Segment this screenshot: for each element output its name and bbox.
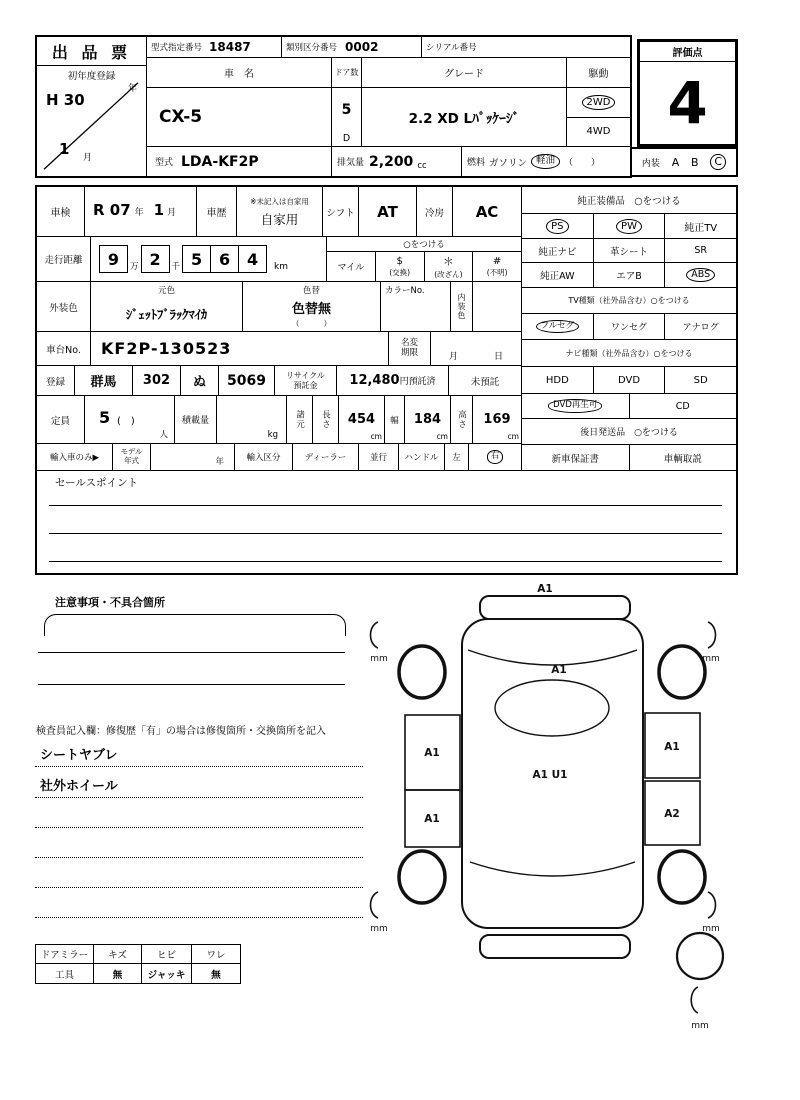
length-value: 454 bbox=[347, 412, 376, 427]
drive-4wd-cell bbox=[567, 118, 630, 147]
code-strip bbox=[147, 37, 630, 58]
equip-abs: ABS bbox=[686, 268, 715, 282]
rename-day-label: 日 bbox=[493, 352, 503, 362]
chassis-row bbox=[37, 332, 521, 366]
equip-sr: SR bbox=[694, 245, 707, 256]
header-block bbox=[35, 35, 632, 178]
handle-left: 左 bbox=[445, 444, 469, 470]
note-line-4 bbox=[35, 857, 363, 858]
model-year-label-2: 年式 bbox=[124, 456, 139, 465]
crack-header: ヒビ bbox=[142, 945, 192, 963]
registration-kana: ぬ bbox=[181, 366, 219, 395]
mileage-label: 走行距離 bbox=[37, 237, 91, 281]
equip-tv: 純正TV bbox=[684, 222, 718, 234]
equip-ps-cell bbox=[522, 214, 594, 238]
front-left-wheel bbox=[399, 646, 445, 698]
height-label-cell bbox=[451, 396, 473, 443]
mirror-header: ドアミラー bbox=[36, 945, 94, 963]
note-line-5 bbox=[35, 887, 363, 888]
import-only-label: 輸入車のみ▶ bbox=[37, 444, 113, 470]
model-label: 型式 bbox=[155, 158, 174, 168]
mileage-mark-options bbox=[327, 252, 521, 281]
displacement-value: 2,200 bbox=[369, 153, 414, 170]
recycle-unpaid: 未預託 bbox=[470, 376, 500, 388]
registration-area: 群馬 bbox=[75, 366, 133, 395]
spare-tire-circle bbox=[677, 933, 723, 979]
mileage-sen-suffix: 千 bbox=[171, 262, 181, 272]
drive-2wd-value: 2WD bbox=[582, 95, 616, 110]
drive-header: 駆動 bbox=[588, 69, 609, 80]
equip-leather: 革シート bbox=[594, 239, 666, 262]
model-row bbox=[147, 147, 630, 176]
equip-pw: PW bbox=[616, 219, 642, 234]
mileage-digit-sen: 2 bbox=[141, 245, 170, 273]
drive-cell bbox=[567, 88, 630, 146]
equipment-column bbox=[522, 187, 736, 470]
sales-line-2 bbox=[49, 533, 722, 534]
bracket-top-right bbox=[708, 622, 716, 648]
interior-grade-box bbox=[630, 147, 738, 177]
mm-label-spare: mm bbox=[691, 1021, 709, 1031]
mileage-hash-sub: (不明) bbox=[486, 267, 508, 277]
mileage-dollar-sub: (交換) bbox=[389, 267, 411, 277]
model-code-label: 型式指定番号 bbox=[151, 43, 203, 53]
load-label: 積載量 bbox=[175, 396, 217, 443]
tool-value-3: 無 bbox=[211, 969, 221, 981]
mileage-digits bbox=[91, 237, 327, 281]
score-box bbox=[637, 39, 738, 147]
original-color-cell bbox=[91, 282, 243, 331]
navi-dvd-play-cell bbox=[522, 394, 630, 418]
diagram-center-label: A1 U1 bbox=[532, 769, 568, 781]
handle-label: ハンドル bbox=[399, 444, 445, 470]
model-year-label bbox=[113, 444, 151, 470]
mileage-hash-symbol: # bbox=[492, 255, 502, 267]
sales-line-1 bbox=[49, 505, 722, 506]
model-year-label-1: モデル bbox=[120, 447, 143, 457]
displacement-unit: cc bbox=[417, 161, 427, 171]
color-change-value: 色替無 bbox=[291, 301, 331, 317]
rear-right-wheel bbox=[659, 851, 705, 903]
mm-label-top-right: mm bbox=[702, 654, 720, 664]
cooling-cell bbox=[453, 187, 521, 236]
height-value: 169 bbox=[483, 412, 511, 427]
navi-hdd: HDD bbox=[522, 367, 594, 393]
mm-label-top-left: mm bbox=[370, 654, 388, 664]
history-label: 車歴 bbox=[197, 187, 237, 236]
spec-label: 諸元 bbox=[294, 410, 305, 429]
mm-label-bottom-left: mm bbox=[370, 924, 388, 934]
navi-cd: CD bbox=[675, 400, 690, 412]
equip-aw: 純正AW bbox=[522, 263, 594, 287]
header-left-column bbox=[37, 37, 147, 176]
note-line-1 bbox=[35, 766, 363, 767]
mileage-hash-option bbox=[473, 252, 521, 281]
mileage-digit-3: 4 bbox=[238, 245, 267, 273]
sheet-title-text: 出 品 票 bbox=[51, 42, 132, 62]
first-reg-month-suffix: 月 bbox=[83, 153, 93, 163]
capacity-row bbox=[37, 396, 521, 444]
equipment-header: 純正装備品 ○をつける bbox=[522, 187, 736, 214]
car-name-header: 車 名 bbox=[147, 58, 332, 87]
bracket-top-left bbox=[371, 622, 379, 648]
model-cell bbox=[147, 147, 332, 176]
recycle-label bbox=[275, 366, 337, 395]
interior-grade-b: B bbox=[691, 155, 699, 169]
equipment-row-2 bbox=[522, 239, 736, 263]
height-cell bbox=[473, 396, 521, 443]
diagram-front-label: A1 bbox=[537, 583, 553, 595]
diagram-left-door-2-label: A1 bbox=[424, 813, 440, 825]
first-registration-cell bbox=[37, 66, 146, 176]
displacement-label: 排気量 bbox=[337, 158, 365, 168]
recycle-paid-suffix: 円預託済 bbox=[399, 377, 436, 387]
tv-fullseg-cell bbox=[522, 314, 594, 339]
fuel-paren: （ ） bbox=[564, 158, 601, 168]
navi-dvd-play: DVD再生可 bbox=[548, 399, 602, 412]
import-type-label: 輸入区分 bbox=[235, 444, 293, 470]
tv-analog: アナログ bbox=[682, 323, 719, 333]
rename-date-cell bbox=[431, 332, 521, 365]
mileage-digit-man: 9 bbox=[99, 245, 128, 273]
shaken-era: R 07 bbox=[93, 201, 131, 219]
sales-point-section bbox=[37, 471, 736, 573]
exterior-color-label: 外装色 bbox=[37, 282, 91, 331]
model-year-suffix: 年 bbox=[215, 457, 224, 467]
equip-pw-cell bbox=[594, 214, 666, 238]
header-right-column bbox=[147, 37, 630, 176]
warranty-book: 新車保証書 bbox=[522, 445, 630, 470]
sheet-title bbox=[37, 37, 146, 66]
chassis-label: 車台No. bbox=[37, 332, 91, 365]
class-code-cell bbox=[282, 37, 422, 57]
navi-dvd: DVD bbox=[594, 367, 666, 393]
shaken-month-suffix: 月 bbox=[167, 208, 177, 218]
doors-value: 5 bbox=[341, 101, 352, 118]
history-cell bbox=[237, 187, 323, 236]
width-cell bbox=[405, 396, 451, 443]
inspector-note-label: 検査員記入欄：修復歴「有」の場合は修復箇所・交換箇所を記入 bbox=[36, 726, 326, 737]
shaken-year-suffix: 年 bbox=[134, 208, 144, 218]
cooling-value: AC bbox=[475, 202, 499, 221]
mileage-row bbox=[37, 237, 521, 282]
registration-row bbox=[37, 366, 521, 396]
capacity-cell bbox=[85, 396, 175, 443]
width-value: 184 bbox=[413, 412, 442, 427]
shaken-label: 車検 bbox=[37, 187, 85, 236]
rename-deadline-label bbox=[389, 332, 431, 365]
mileage-dollar-option bbox=[376, 252, 425, 281]
ship-later-header: 後日発送品 ○をつける bbox=[522, 419, 736, 445]
original-color-label: 元色 bbox=[157, 286, 175, 296]
navi-type-row-2 bbox=[522, 394, 736, 419]
break-header: ワレ bbox=[206, 950, 226, 961]
diagram-left-door-1-label: A1 bbox=[424, 747, 440, 759]
tv-type-header: TV種類（社外品含む）○をつける bbox=[522, 288, 736, 314]
front-right-wheel bbox=[659, 646, 705, 698]
score-value: 4 bbox=[667, 69, 708, 137]
rename-month-label: 月 bbox=[448, 352, 458, 362]
color-change-label: 色替 bbox=[302, 286, 320, 296]
detail-left bbox=[37, 187, 522, 470]
bracket-bottom-right bbox=[708, 892, 716, 918]
chassis-value: KF2P-130523 bbox=[101, 339, 232, 358]
mileage-digit-2: 6 bbox=[210, 245, 239, 273]
mileage-star-symbol: ＊ bbox=[442, 255, 454, 268]
bracket-bottom-left bbox=[371, 892, 379, 918]
fuel-cell bbox=[462, 147, 630, 176]
width-label: 幅 bbox=[385, 396, 405, 443]
shift-value: AT bbox=[377, 202, 398, 221]
mileage-man-suffix: 万 bbox=[130, 262, 139, 272]
equip-abs-cell bbox=[665, 263, 736, 287]
capacity-value: 5 bbox=[99, 408, 111, 427]
interior-grade-c: C bbox=[710, 154, 726, 170]
chassis-value-cell bbox=[91, 332, 389, 365]
shaken-row bbox=[37, 187, 521, 237]
caution-label: 注意事項・不具合箇所 bbox=[55, 596, 165, 609]
interior-color-value-cell bbox=[473, 282, 521, 331]
model-code-cell bbox=[147, 37, 282, 57]
shift-label: シフト bbox=[323, 187, 359, 236]
import-dealer: ディーラー bbox=[293, 444, 359, 470]
grade-cell bbox=[362, 88, 567, 146]
recycle-label-1: リサイクル bbox=[286, 371, 325, 381]
color-row bbox=[37, 282, 521, 332]
fuel-gasoline: ガソリン bbox=[489, 157, 528, 169]
registration-label: 登録 bbox=[37, 366, 75, 395]
equip-airbag: エアB bbox=[594, 263, 666, 287]
tool-value-1: 無 bbox=[94, 964, 142, 983]
drive-2wd-cell bbox=[567, 88, 630, 118]
serial-label: シリアル番号 bbox=[426, 43, 477, 53]
note-line-3 bbox=[35, 827, 363, 828]
cooling-label: 冷房 bbox=[417, 187, 453, 236]
caution-bracket bbox=[44, 614, 346, 636]
first-registration-label: 初年度登録 bbox=[67, 71, 116, 82]
score-label: 評価点 bbox=[640, 42, 735, 62]
mileage-unit: km bbox=[274, 262, 289, 272]
caution-line-1 bbox=[38, 652, 345, 653]
equip-ps: PS bbox=[546, 219, 568, 234]
tv-fullseg: フルセグ bbox=[536, 320, 580, 333]
equipment-row-3 bbox=[522, 263, 736, 288]
mirror-tool-table bbox=[35, 944, 241, 984]
model-code-value: 18487 bbox=[209, 40, 251, 54]
height-unit: cm bbox=[507, 432, 519, 441]
length-cell bbox=[339, 396, 385, 443]
history-note: ※未記入は自家用 bbox=[250, 196, 309, 206]
original-color-value: ｼﾞｪｯﾄﾌﾞﾗｯｸﾏｲｶ bbox=[125, 306, 208, 322]
width-unit: cm bbox=[436, 432, 448, 441]
mileage-star-option bbox=[425, 252, 474, 281]
interior-grade-a: A bbox=[671, 155, 680, 169]
car-name-value: CX-5 bbox=[159, 107, 203, 127]
mileage-digit-1: 5 bbox=[182, 245, 211, 273]
shaken-month: 1 bbox=[153, 201, 165, 219]
recycle-label-2: 預託金 bbox=[293, 380, 318, 390]
value-row bbox=[147, 88, 630, 147]
tool-value-2: ジャッキ bbox=[142, 964, 192, 983]
color-change-paren: （ ） bbox=[291, 319, 332, 328]
fuel-label: 燃料 bbox=[467, 158, 486, 168]
import-row bbox=[37, 444, 521, 470]
spec-label-cell bbox=[287, 396, 313, 443]
serial-cell bbox=[422, 37, 630, 57]
first-reg-era-value: H 30 bbox=[46, 91, 85, 109]
mileage-mile-option: マイル bbox=[327, 252, 376, 281]
defect-note-1: シートヤブレ bbox=[40, 748, 118, 763]
mileage-mark-section bbox=[327, 237, 521, 281]
length-unit: cm bbox=[370, 432, 382, 441]
column-headers bbox=[147, 58, 630, 88]
doors-cell bbox=[332, 88, 362, 146]
navi-type-header: ナビ種類（社外品含む）○をつける bbox=[522, 340, 736, 367]
rename-label-2: 期限 bbox=[400, 347, 418, 358]
displacement-cell bbox=[332, 147, 462, 176]
bracket-spare bbox=[691, 987, 698, 1013]
doors-header: ドア数 bbox=[332, 58, 362, 87]
color-no-cell: カラーNo. bbox=[381, 282, 451, 331]
registration-number: 5069 bbox=[219, 366, 275, 395]
model-value: LDA-KF2P bbox=[181, 153, 259, 170]
vehicle-manual: 車輌取説 bbox=[663, 453, 702, 465]
history-value: 自家用 bbox=[260, 211, 299, 227]
equipment-row-1 bbox=[522, 214, 736, 239]
drive-4wd-value: 4WD bbox=[586, 126, 611, 138]
grade-header: グレード bbox=[362, 58, 567, 87]
mm-label-bottom-right: mm bbox=[702, 924, 720, 934]
height-label: 高さ bbox=[456, 410, 467, 429]
import-parallel: 並行 bbox=[359, 444, 399, 470]
ship-later-row bbox=[522, 445, 736, 470]
vehicle-outline bbox=[371, 596, 724, 1013]
shift-cell bbox=[359, 187, 417, 236]
grade-value: 2.2 XD Lﾊﾟｯｹｰｼﾞ bbox=[408, 111, 520, 127]
capacity-label: 定員 bbox=[37, 396, 85, 443]
mileage-dollar-symbol: $ bbox=[396, 255, 403, 267]
color-change-cell bbox=[243, 282, 381, 331]
note-line-6 bbox=[35, 917, 363, 918]
shaken-value-cell bbox=[85, 187, 197, 236]
handle-right-cell bbox=[469, 444, 521, 470]
class-code-value: 0002 bbox=[345, 40, 379, 54]
detail-block bbox=[35, 185, 738, 575]
defect-note-2: 社外ホイール bbox=[40, 779, 118, 794]
scratch-header: キズ bbox=[94, 945, 142, 963]
load-cell bbox=[217, 396, 287, 443]
navi-sd: SD bbox=[693, 374, 708, 386]
caution-line-2 bbox=[38, 684, 345, 685]
sales-point-label: セールスポイント bbox=[55, 477, 139, 489]
recycle-paid-amount: 12,480 bbox=[349, 373, 400, 388]
length-label: 長さ bbox=[320, 410, 331, 429]
load-unit: kg bbox=[267, 430, 278, 440]
first-reg-year-suffix: 年 bbox=[127, 84, 137, 94]
diagram-roof-label: A1 bbox=[551, 664, 567, 676]
length-label-cell bbox=[313, 396, 339, 443]
car-name-cell bbox=[147, 88, 332, 146]
tv-oneseg: ワンセグ bbox=[594, 314, 666, 339]
mileage-star-sub: (改ざん) bbox=[434, 270, 463, 279]
vehicle-diagram bbox=[353, 580, 755, 1050]
recycle-paid-cell bbox=[337, 366, 449, 395]
model-year-cell bbox=[151, 444, 235, 470]
detail-grid bbox=[37, 187, 736, 471]
mileage-mark-header: ○をつける bbox=[327, 237, 521, 252]
tv-type-row bbox=[522, 314, 736, 340]
registration-class: 302 bbox=[133, 366, 181, 395]
interior-color-cell bbox=[451, 282, 473, 331]
doors-sub-value: D bbox=[342, 133, 351, 144]
rename-label-1: 名変 bbox=[400, 337, 418, 348]
fuel-diesel: 軽油 bbox=[531, 154, 560, 168]
interior-grade-label: 内装 bbox=[641, 158, 660, 169]
tool-label: 工具 bbox=[36, 964, 94, 983]
capacity-unit: 人 bbox=[159, 430, 168, 440]
note-line-2 bbox=[35, 797, 363, 798]
capacity-paren: ( ) bbox=[117, 416, 135, 427]
diagram-right-door-1-label: A1 bbox=[664, 741, 680, 753]
interior-color-label: 内装色 bbox=[457, 293, 466, 320]
class-code-label: 類別区分番号 bbox=[286, 43, 338, 53]
mirror-table-header-row bbox=[36, 945, 240, 964]
equip-navi: 純正ナビ bbox=[522, 239, 594, 262]
rear-left-wheel bbox=[399, 851, 445, 903]
handle-right: 右 bbox=[487, 450, 504, 463]
diagram-right-door-2-label: A2 bbox=[664, 808, 680, 820]
first-reg-month-value: 1 bbox=[59, 140, 70, 158]
mirror-table-value-row bbox=[36, 964, 240, 983]
sales-line-3 bbox=[49, 561, 722, 562]
navi-type-row-1 bbox=[522, 367, 736, 394]
